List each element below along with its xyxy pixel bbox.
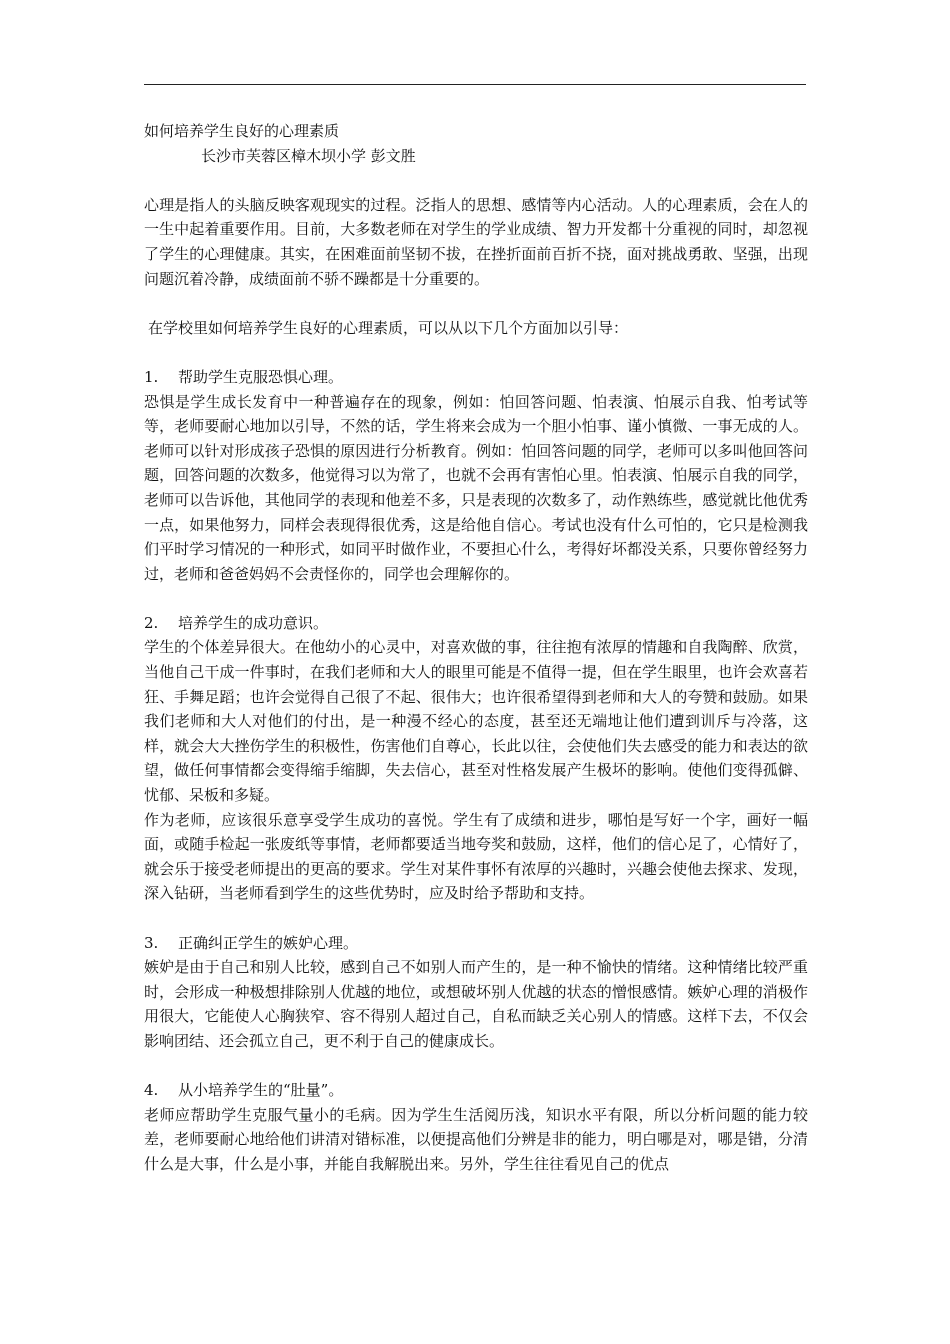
spacer — [144, 291, 808, 316]
spacer — [144, 586, 808, 611]
section-heading-text: 正确纠正学生的嫉妒心理。 — [178, 933, 359, 952]
spacer — [144, 340, 808, 365]
document-title: 如何培养学生良好的心理素质 — [144, 122, 340, 140]
spacer — [144, 1054, 808, 1079]
intro-paragraph: 心理是指人的头脑反映客观现实的过程。泛指人的思想、感情等内心活动。人的心理素质，会在人的一生中起着重要作用。目前，大多数老师在对学生的学业成绩、智力开发都十分重视的同时，却忽视了学生的心理健康。其实，在困难面前坚韧不拔，在挫折面前百折不挠，面对挑战勇敢、坚强，出现问题沉着冷静，成绩面前不骄不躁都是十分重要的。 — [144, 195, 808, 288]
section-number: 4. — [144, 1081, 159, 1100]
spacer — [144, 168, 808, 193]
section-heading — [144, 365, 808, 390]
section-heading — [144, 1078, 808, 1103]
section-paragraph: 嫉妒是由于自己和别人比较，感到自己不如别人而产生的，是一种不愉快的情绪。这种情绪比较严重时，会形成一种极想排除别人优越的地位，或想破坏别人优越的状态的憎恨感情。嫉妒心理的消极作用很大，它能使人心胸狭窄、容不得别人超过自己，自私而缺乏关心别人的情感。这样下去，不仅会影响团结、还会孤立自己，更不利于自己的健康成长。 — [144, 958, 808, 1050]
section-paragraph: 恐惧是学生成长发育中一种普遍存在的现象，例如：怕回答问题、怕表演、怕展示自我、怕考试等等，老师要耐心地加以引导，不然的话，学生将来会成为一个胆小怕事、谨小慎微、一事无成的人。老师可以针对形成孩子恐惧的原因进行分析教育。例如：怕回答问题的同学，老师可以多叫他回答问题，回答问题的次数多，他觉得习以为常了，也就不会再有害怕心里。怕表演、怕展示自我的同学，老师可以告诉他，其他同学的表现和他差不多，只是表现的次数多了，动作熟练些，感觉就比他优秀一点，如果他努力，同样会表现得很优秀，这是给他自信心。考试也没有什么可怕的，它只是检测我们平时学习情况的一种形式，如同平时做作业，不要担心什么，考得好坏都没关系，只要你曾经努力过，老师和爸爸妈妈不会责怪你的，同学也会理解你的。 — [144, 392, 808, 583]
spacer — [144, 906, 808, 931]
section-1 — [144, 365, 808, 586]
section-number: 3. — [144, 933, 159, 952]
section-2 — [144, 611, 808, 906]
section-4 — [144, 1078, 808, 1176]
section-paragraph: 作为老师，应该很乐意享受学生成功的喜悦。学生有了成绩和进步，哪怕是写好一个字，画好一幅面，或随手检起一张废纸等事情，老师都要适当地夸奖和鼓励，这样，他们的信心足了，心情好了，就会乐于接受老师提出的更高的要求。学生对某件事怀有浓厚的兴趣时，兴趣会使他去探求、发现，深入钻研，当老师看到学生的这些优势时，应及时给予帮助和支持。 — [144, 810, 808, 903]
author-line: 长沙市芙蓉区樟木坝小学 彭文胜 — [201, 146, 416, 165]
section-paragraph: 老师应帮助学生克服气量小的毛病。因为学生生活阅历浅，知识水平有限，所以分析问题的能力较差，老师要耐心地给他们讲清对错标准，以便提高他们分辨是非的能力，明白哪是对，哪是错，分清什么是大事，什么是小事，并能自我解脱出来。另外，学生往往看见自己的优点 — [144, 1105, 808, 1173]
section-number: 2. — [144, 613, 159, 632]
section-heading-text: 培养学生的成功意识。 — [178, 613, 329, 632]
header-rule — [144, 84, 806, 85]
document-body — [144, 119, 808, 1177]
section-3 — [144, 931, 808, 1054]
section-paragraph: 学生的个体差异很大。在他幼小的心灵中，对喜欢做的事，往往抱有浓厚的情趣和自我陶醉、欣赏，当他自己干成一件事时，在我们老师和大人的眼里可能是不值得一提，但在学生眼里，也许会欢喜若狂、手舞足蹈；也许会觉得自己很了不起、很伟大；也许很希望得到老师和大人的夸赞和鼓励。如果我们老师和大人对他们的付出，是一种漫不经心的态度，甚至还无端地让他们遭到训斥与冷落，这样，就会大大挫伤学生的积极性，伤害他们自尊心，长此以往，会使他们失去感受的能力和表达的欲望，做任何事情都会变得缩手缩脚，失去信心，甚至对性格发展产生极坏的影响。使他们变得孤僻、忧郁、呆板和多疑。 — [144, 638, 808, 805]
section-heading-text: 从小培养学生的“肚量”。 — [178, 1081, 344, 1100]
section-heading — [144, 611, 808, 636]
section-heading — [144, 931, 808, 956]
section-number: 1. — [144, 367, 159, 386]
section-heading-text: 帮助学生克服恐惧心理。 — [178, 367, 344, 386]
lead-paragraph: 在学校里如何培养学生良好的心理素质，可以从以下几个方面加以引导： — [148, 318, 629, 337]
